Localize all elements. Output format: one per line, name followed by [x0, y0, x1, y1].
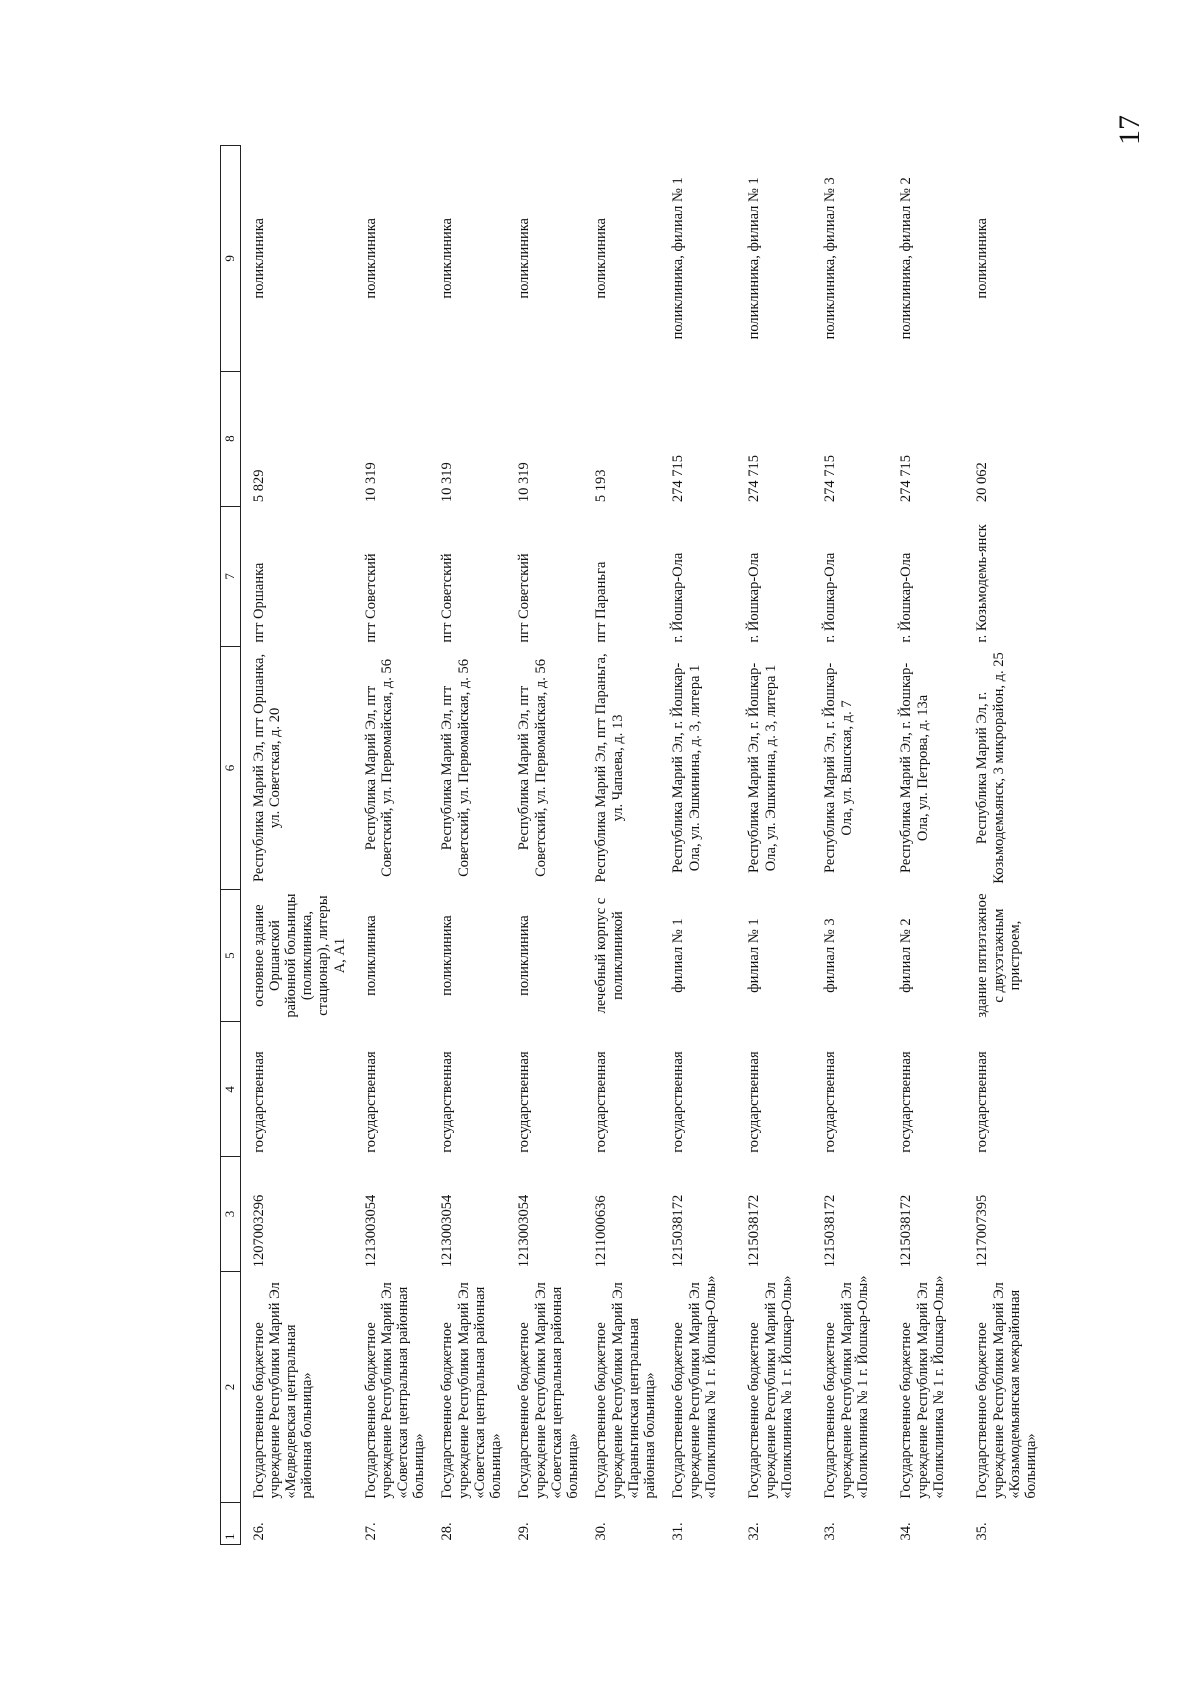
- rotated-table-container: [220, 145, 1060, 1545]
- row-number: 30.: [593, 1522, 610, 1541]
- locality: пгт Советский: [439, 553, 456, 643]
- population: 274 715: [822, 454, 839, 503]
- facility-type: поликлиника, филиал № 1: [746, 177, 763, 340]
- organization-code: 1215038172: [670, 1194, 687, 1268]
- population: 274 715: [670, 454, 687, 503]
- table-row: [892, 146, 968, 1545]
- row-number: 35.: [974, 1522, 991, 1541]
- address: Республика Марий Эл, пгт Советский, ул. Первомайская, д. 56: [439, 659, 472, 877]
- table-row: [664, 146, 740, 1545]
- row-number: 33.: [822, 1522, 839, 1541]
- organization-code: 1207003296: [250, 1194, 267, 1268]
- facility-type: поликлиника: [593, 218, 610, 299]
- ownership-form: государственная: [250, 1051, 267, 1153]
- population: 10 319: [362, 462, 379, 503]
- organization-name: Государственное бюджетное учреждение Республики Марий Эл «Поликлиника № 1 г. Йошкар-Олы»: [670, 1275, 719, 1499]
- table-row: [740, 146, 816, 1545]
- organization-code: 1215038172: [746, 1194, 763, 1268]
- organization-name: Государственное бюджетное учреждение Республики Марий Эл «Советская центральная районная больница»: [516, 1282, 582, 1499]
- table-row: [510, 146, 587, 1545]
- address: Республика Марий Эл, г. Козьмодемьянск, 3 микрорайон, д. 25: [974, 652, 1007, 884]
- locality: г. Йошкар-Ола: [898, 552, 915, 643]
- registry-table: [220, 145, 1045, 1545]
- page-number: 17: [1113, 115, 1146, 145]
- ownership-form: государственная: [746, 1051, 763, 1153]
- building-description: лечебный корпус с поликлиникой: [593, 897, 626, 1014]
- ownership-form: государственная: [593, 1051, 610, 1153]
- facility-type: поликлиника: [439, 218, 456, 299]
- organization-name: Государственное бюджетное учреждение Республики Марий Эл «Поликлиника № 1 г. Йошкар-Олы»: [746, 1275, 795, 1499]
- locality: пгт Советский: [516, 553, 533, 643]
- row-number: 26.: [250, 1522, 267, 1541]
- population: 5 829: [250, 469, 267, 503]
- organization-code: 1211000636: [593, 1195, 610, 1268]
- row-number: 29.: [516, 1522, 533, 1541]
- facility-type: поликлиника: [250, 218, 267, 299]
- facility-type: поликлиника: [362, 218, 379, 299]
- row-number: 34.: [898, 1522, 915, 1541]
- column-header: 2: [221, 1271, 241, 1502]
- locality: г. Йошкар-Ола: [822, 552, 839, 643]
- locality: г. Йошкар-Ола: [670, 552, 687, 643]
- facility-type: поликлиника: [516, 218, 533, 299]
- population: 274 715: [898, 454, 915, 503]
- column-header: 4: [221, 1022, 241, 1157]
- building-description: филиал № 3: [822, 918, 839, 993]
- address: Республика Марий Эл, пгт Советский, ул. Первомайская, д. 56: [362, 659, 395, 877]
- ownership-form: государственная: [898, 1051, 915, 1153]
- row-number: 31.: [670, 1522, 687, 1541]
- table-row: [816, 146, 892, 1545]
- organization-name: Государственное бюджетное учреждение Республики Марий Эл «Поликлиника № 1 г. Йошкар-Олы»: [822, 1275, 871, 1499]
- organization-name: Государственное бюджетное учреждение Республики Марий Эл «Козьмодемьянская межрайонная больница»: [974, 1282, 1039, 1499]
- column-header: 3: [221, 1157, 241, 1272]
- address: Республика Марий Эл, г. Йошкар-Ола, ул. Петрова, д. 13а: [898, 662, 931, 874]
- address: Республика Марий Эл, г. Йошкар-Ола, ул. Вашская, д. 7: [822, 662, 855, 874]
- address: Республика Марий Эл, г. Йошкар-Ола, ул. Эшкинина, д. 3, литера 1: [746, 662, 779, 874]
- column-header: 9: [221, 146, 241, 372]
- building-description: филиал № 2: [898, 918, 915, 993]
- facility-type: поликлиника, филиал № 2: [898, 177, 915, 340]
- table-row: [587, 146, 664, 1545]
- population: 20 062: [974, 462, 991, 503]
- building-description: поликлиника: [362, 915, 379, 996]
- table-body: [240, 146, 1045, 1545]
- row-number: 28.: [439, 1522, 456, 1541]
- building-description: поликлиника: [516, 915, 533, 996]
- address: Республика Марий Эл, пгт Советский, ул. Первомайская, д. 56: [516, 659, 549, 877]
- population: 274 715: [746, 454, 763, 503]
- ownership-form: государственная: [362, 1051, 379, 1153]
- population: 5 193: [593, 469, 610, 503]
- table-row: [968, 146, 1045, 1545]
- organization-name: Государственное бюджетное учреждение Республики Марий Эл «Советская центральная районная больница»: [439, 1282, 505, 1499]
- building-description: филиал № 1: [746, 918, 763, 993]
- ownership-form: государственная: [974, 1051, 991, 1153]
- organization-code: 1215038172: [822, 1194, 839, 1268]
- row-number: 32.: [746, 1522, 763, 1541]
- locality: пгт Оршанка: [250, 562, 267, 643]
- population: 10 319: [516, 462, 533, 503]
- locality: пгт Параньга: [593, 561, 610, 643]
- building-description: здание пятиэтажное с двухэтажным пристроем,: [974, 893, 1023, 1018]
- facility-type: поликлиника, филиал № 1: [670, 177, 687, 340]
- address: Республика Марий Эл, пгт Оршанка, ул. Советская, д. 20: [250, 653, 283, 882]
- column-header: 7: [221, 506, 241, 647]
- building-description: основное здание Оршанской районной больницы (поликлиника, стационар), литеры А, А1: [250, 893, 348, 1018]
- address: Республика Марий Эл, г. Йошкар-Ола, ул. Эшкинина, д. 3, литера 1: [670, 662, 703, 874]
- row-number: 27.: [362, 1522, 379, 1541]
- organization-name: Государственное бюджетное учреждение Республики Марий Эл «Советская центральная районная больница»: [362, 1282, 428, 1499]
- locality: пгт Советский: [362, 553, 379, 643]
- ownership-form: государственная: [670, 1051, 687, 1153]
- locality: г. Козьмодемь-янск: [974, 524, 991, 643]
- column-number-row: [221, 146, 241, 1545]
- facility-type: поликлиника, филиал № 3: [822, 177, 839, 340]
- column-header: 1: [221, 1503, 241, 1545]
- locality: г. Йошкар-Ола: [746, 552, 763, 643]
- ownership-form: государственная: [822, 1051, 839, 1153]
- facility-type: поликлиника: [974, 218, 991, 299]
- organization-name: Государственное бюджетное учреждение Республики Марий Эл «Медведевская центральная районная больница»: [250, 1282, 316, 1499]
- ownership-form: государственная: [516, 1051, 533, 1153]
- organization-name: Государственное бюджетное учреждение Республики Марий Эл «Поликлиника № 1 г. Йошкар-Олы»: [898, 1275, 947, 1499]
- building-description: поликлиника: [439, 915, 456, 996]
- organization-name: Государственное бюджетное учреждение Республики Марий Эл «Параньгинская центральная районная больница»: [593, 1282, 659, 1499]
- organization-code: 1213003054: [439, 1194, 456, 1268]
- column-header: 5: [221, 889, 241, 1022]
- organization-code: 1213003054: [516, 1194, 533, 1268]
- address: Республика Марий Эл, пгт Параньга, ул. Чапаева, д. 13: [593, 653, 626, 883]
- table-row: [240, 146, 357, 1545]
- column-header: 6: [221, 647, 241, 890]
- organization-code: 1215038172: [898, 1194, 915, 1268]
- population: 10 319: [439, 462, 456, 503]
- building-description: филиал № 1: [670, 918, 687, 993]
- table-row: [433, 146, 510, 1545]
- ownership-form: государственная: [439, 1051, 456, 1153]
- organization-code: 1217007395: [974, 1194, 991, 1268]
- column-header: 8: [221, 371, 241, 506]
- table-row: [357, 146, 434, 1545]
- organization-code: 1213003054: [362, 1194, 379, 1268]
